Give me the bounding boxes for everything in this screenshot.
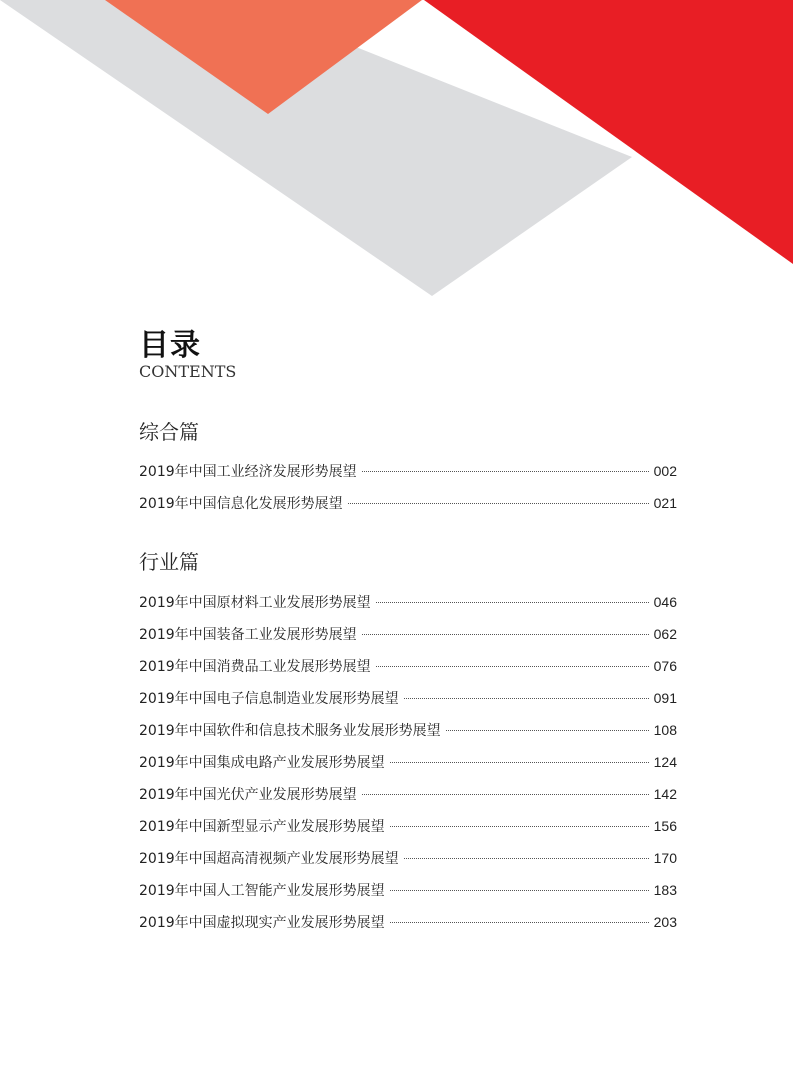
toc-entry[interactable]: [139, 874, 677, 906]
toc-entry-page: 021: [653, 495, 677, 511]
toc-entry[interactable]: [139, 682, 677, 714]
toc-entry-page: 170: [653, 850, 677, 866]
toc-entry[interactable]: [139, 618, 677, 650]
toc-entry-label: 2019年中国原材料工业发展形势展望: [139, 595, 371, 611]
toc-entry[interactable]: [139, 714, 677, 746]
toc-entry[interactable]: [139, 455, 677, 487]
toc-entry-page: 142: [653, 786, 677, 802]
toc-entry-page: 124: [653, 754, 677, 770]
dot-leader: [390, 826, 649, 827]
decorative-header-shapes: [0, 0, 793, 300]
toc-entry-label: 2019年中国装备工业发展形势展望: [139, 627, 357, 643]
toc-entry-label: 2019年中国消费品工业发展形势展望: [139, 659, 371, 675]
toc-entry[interactable]: [139, 778, 677, 810]
dot-leader: [446, 730, 649, 731]
page-subtitle: CONTENTS: [139, 362, 237, 381]
toc-entry[interactable]: [139, 842, 677, 874]
toc-entry[interactable]: [139, 810, 677, 842]
toc-entry-page: 076: [653, 658, 677, 674]
page-title: 目录: [139, 328, 201, 363]
dot-leader: [390, 922, 649, 923]
toc-entry-label: 2019年中国光伏产业发展形势展望: [139, 787, 357, 803]
section-heading-industry: 行业篇: [139, 550, 199, 574]
dot-leader: [376, 602, 649, 603]
dot-leader: [404, 698, 649, 699]
toc-entry-page: 046: [653, 594, 677, 610]
dot-leader: [348, 503, 649, 504]
toc-entry-label: 2019年中国新型显示产业发展形势展望: [139, 819, 385, 835]
toc-entry-page: 091: [653, 690, 677, 706]
toc-entry-page: 183: [653, 882, 677, 898]
section-heading-general: 综合篇: [139, 420, 199, 444]
toc-entry-label: 2019年中国电子信息制造业发展形势展望: [139, 691, 399, 707]
toc-entry-label: 2019年中国工业经济发展形势展望: [139, 464, 357, 480]
toc-entry-label: 2019年中国超高清视频产业发展形势展望: [139, 851, 399, 867]
toc-entry[interactable]: [139, 586, 677, 618]
dot-leader: [376, 666, 649, 667]
dot-leader: [390, 762, 649, 763]
toc-entry-page: 062: [653, 626, 677, 642]
dot-leader: [362, 794, 649, 795]
toc-entry-page: 002: [653, 463, 677, 479]
toc-entry[interactable]: [139, 746, 677, 778]
toc-entry[interactable]: [139, 487, 677, 519]
toc-entry-label: 2019年中国人工智能产业发展形势展望: [139, 883, 385, 899]
toc-list-industry: [139, 586, 677, 938]
dot-leader: [362, 471, 649, 472]
toc-entry-label: 2019年中国集成电路产业发展形势展望: [139, 755, 385, 771]
toc-entry-page: 156: [653, 818, 677, 834]
dot-leader: [362, 634, 649, 635]
dot-leader: [390, 890, 649, 891]
toc-list-general: [139, 455, 677, 519]
toc-entry-page: 108: [653, 722, 677, 738]
toc-entry-label: 2019年中国虚拟现实产业发展形势展望: [139, 915, 385, 931]
toc-entry-label: 2019年中国软件和信息技术服务业发展形势展望: [139, 723, 441, 739]
toc-entry[interactable]: [139, 650, 677, 682]
dot-leader: [404, 858, 649, 859]
toc-entry-label: 2019年中国信息化发展形势展望: [139, 496, 343, 512]
toc-entry[interactable]: [139, 906, 677, 938]
toc-entry-page: 203: [653, 914, 677, 930]
